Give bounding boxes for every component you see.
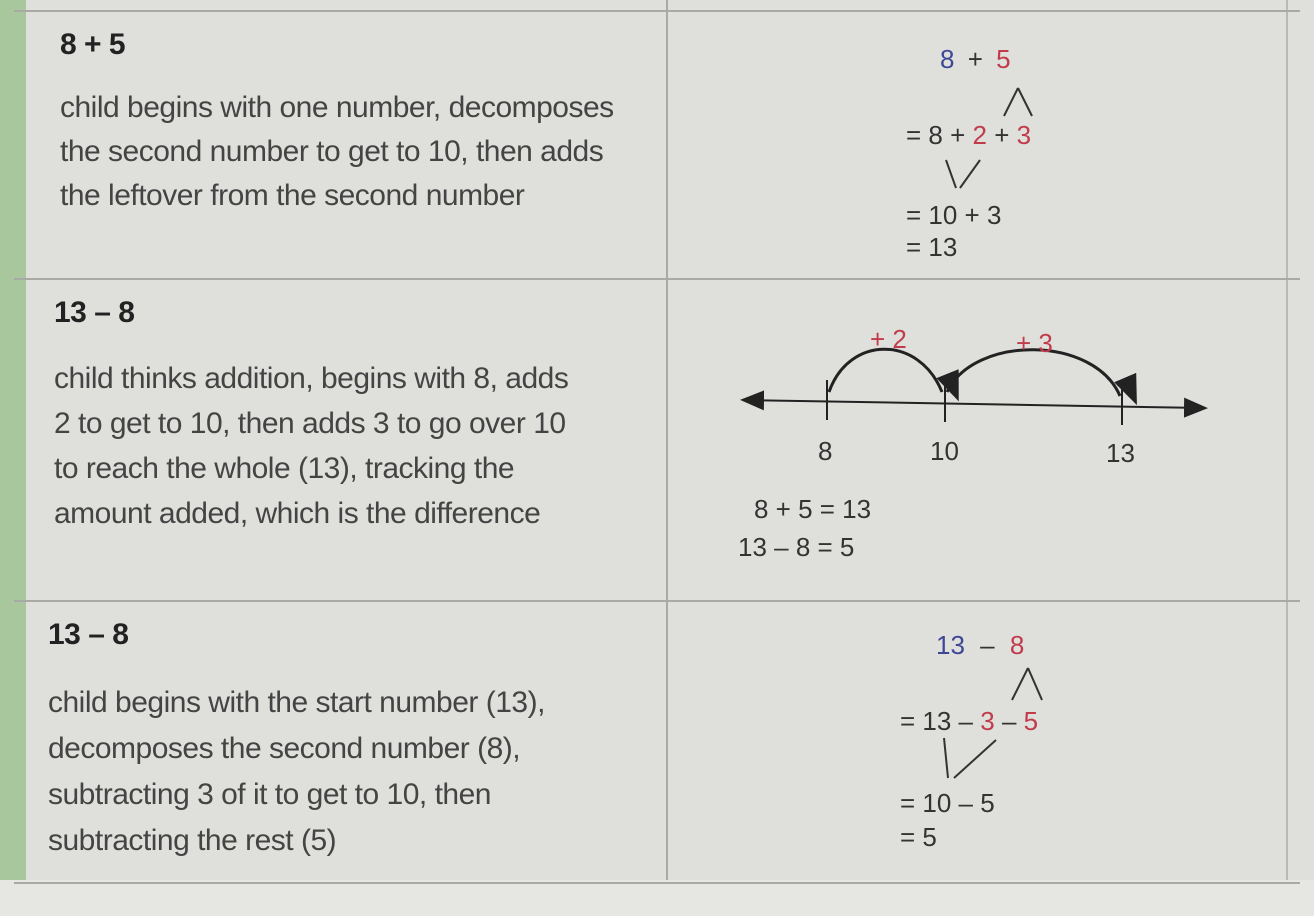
description-line: child begins with one number, decomposes [60, 91, 614, 124]
tick-label: 8 [818, 436, 833, 466]
table-row [14, 600, 1300, 884]
tick-label: 13 [1106, 438, 1135, 468]
diagram-step-line: = 10 + 3 [906, 200, 1002, 230]
branch-line [1012, 668, 1028, 700]
number-line-axis [744, 400, 1204, 408]
branch-line [946, 160, 956, 188]
operator: – [1001, 706, 1017, 736]
fact-equation: 13 – 8 = 5 [738, 532, 855, 562]
part-x: 2 [972, 120, 987, 150]
problem-heading: 8 + 5 [60, 28, 126, 61]
description-line: subtracting the rest (5) [48, 824, 337, 857]
part-x: 3 [980, 706, 995, 736]
description-line: the leftover from the second number [60, 179, 525, 212]
operator: + [994, 120, 1010, 150]
branch-line [960, 160, 980, 188]
tick-label: 10 [930, 436, 959, 466]
diagram-result-line: = 13 [906, 232, 958, 262]
decomposition-branches [14, 602, 1300, 882]
jump-label-1: + 2 [870, 324, 907, 354]
term-b: 8 [1009, 630, 1025, 660]
diagram-decomposed-line [906, 120, 1031, 151]
eq-start: = 13 – [900, 706, 974, 736]
table-row [14, 10, 1300, 278]
branch-line [944, 738, 948, 778]
branch-line [954, 740, 996, 778]
page-bottom-margin [0, 880, 1314, 916]
description-line: amount added, which is the difference [54, 497, 541, 530]
description-line: the second number to get to 10, then adds [60, 135, 604, 168]
description-line: child thinks addition, begins with 8, adds [54, 362, 569, 395]
problem-heading: 13 – 8 [54, 296, 135, 329]
description-line: child begins with the start number (13), [48, 686, 545, 719]
operator: – [980, 630, 995, 660]
description-line: to reach the whole (13), tracking the [54, 452, 515, 485]
term-a: 8 [940, 44, 955, 74]
branch-line [1018, 88, 1032, 116]
fact-equation: 8 + 5 = 13 [754, 494, 872, 524]
decomposition-branches [14, 12, 1300, 278]
term-a: 13 [936, 630, 965, 660]
operator: + [967, 44, 983, 74]
part-y: 3 [1016, 120, 1032, 150]
term-b: 5 [996, 44, 1011, 74]
strategy-table [14, 0, 1300, 880]
description-line: decomposes the second number (8), [48, 732, 521, 765]
problem-heading: 13 – 8 [48, 618, 129, 651]
eq-start: = 8 + [906, 120, 966, 150]
jump-label-2: + 3 [1016, 328, 1053, 358]
part-y: 5 [1023, 706, 1039, 736]
branch-line [1004, 88, 1018, 116]
diagram-step-line: = 10 – 5 [900, 788, 995, 818]
description-line: subtracting 3 of it to get to 10, then [48, 778, 491, 811]
diagram-result-line: = 5 [900, 822, 937, 852]
description-line: 2 to get to 10, then adds 3 to go over 10 [54, 407, 566, 440]
diagram-decomposed-line [900, 706, 1038, 737]
branch-line [1028, 668, 1042, 700]
table-row [14, 278, 1300, 600]
jump-arc-1 [829, 349, 942, 392]
